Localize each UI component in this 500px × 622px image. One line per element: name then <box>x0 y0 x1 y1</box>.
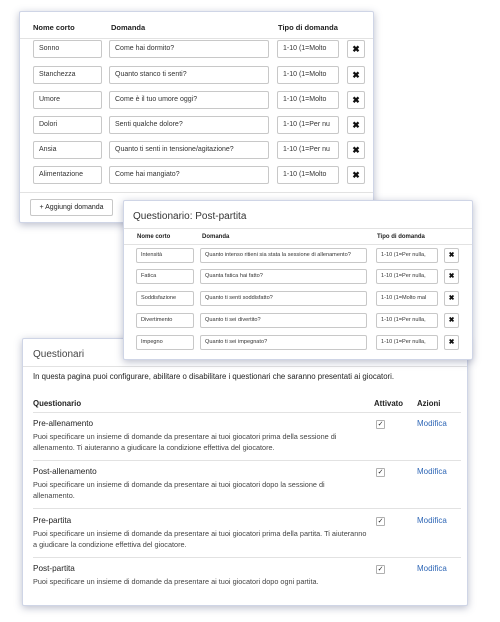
question-row <box>20 116 374 136</box>
divider <box>33 508 461 509</box>
question-input[interactable]: Quanto ti sei impegnato? <box>200 335 367 350</box>
question-type-select[interactable]: 1-10 (1=Per nulla, <box>376 313 438 328</box>
question-type-select[interactable]: 1-10 (1=Per nu <box>277 141 339 159</box>
short-name-input[interactable]: Umore <box>33 91 102 109</box>
short-name-input[interactable]: Intensità <box>136 248 194 263</box>
column-header-question: Domanda <box>111 23 146 32</box>
question-type-select[interactable]: 1-10 (1=Per nulla, <box>376 248 438 263</box>
questionnaires-description: In questa pagina puoi configurare, abilitare o disabilitare i questionari che saranno presentati ai giocatori. <box>33 372 395 381</box>
questionnaire-description: Puoi specificare un insieme di domande da presentare ai tuoi giocatori prima della partita. Ti aiuteranno a giudicare la condizione effettiva del giocatore. <box>33 529 367 549</box>
delete-button[interactable]: ✖ <box>347 40 365 58</box>
question-row <box>124 291 473 308</box>
delete-button[interactable]: ✖ <box>444 269 459 284</box>
question-input[interactable]: Senti qualche dolore? <box>109 116 269 134</box>
question-input[interactable]: Quanto ti sei divertito? <box>200 313 367 328</box>
divider <box>20 38 373 39</box>
column-header-short-name: Nome corto <box>33 23 75 32</box>
short-name-input[interactable]: Ansia <box>33 141 102 159</box>
question-input[interactable]: Quanta fatica hai fatto? <box>200 269 367 284</box>
column-header-questionnaire: Questionario <box>33 399 82 408</box>
divider <box>33 557 461 558</box>
short-name-input[interactable]: Impegno <box>136 335 194 350</box>
question-type-select[interactable]: 1-10 (1=Molto <box>277 91 339 109</box>
column-header-enabled: Attivato <box>374 399 404 408</box>
column-header-short-name: Nome corto <box>137 234 171 240</box>
question-type-select[interactable]: 1-10 (1=Molto <box>277 40 339 58</box>
divider <box>33 412 461 413</box>
delete-button[interactable]: ✖ <box>347 141 365 159</box>
delete-button[interactable]: ✖ <box>347 116 365 134</box>
short-name-input[interactable]: Alimentazione <box>33 166 102 184</box>
questionnaire-name: Post-allenamento <box>33 467 97 476</box>
question-type-select[interactable]: 1-10 (1=Per nulla, <box>376 335 438 350</box>
enabled-checkbox[interactable]: ✓ <box>377 421 384 428</box>
delete-button[interactable]: ✖ <box>347 91 365 109</box>
question-input[interactable]: Come hai mangiato? <box>109 166 269 184</box>
question-editor-panel <box>19 11 374 223</box>
question-input[interactable]: Quanto intenso ritieni sia stata la sessione di allenamento? <box>200 248 367 263</box>
short-name-input[interactable]: Soddisfazione <box>136 291 194 306</box>
question-input[interactable]: Quanto ti senti in tensione/agitazione? <box>109 141 269 159</box>
question-row <box>124 269 473 286</box>
questionnaire-name: Post-partita <box>33 564 75 573</box>
enabled-checkbox[interactable]: ✓ <box>377 566 384 573</box>
edit-link[interactable]: Modifica <box>417 564 447 573</box>
column-header-type: Tipo di domanda <box>377 234 425 240</box>
postgame-editor-panel <box>123 200 473 360</box>
add-question-button[interactable]: + Aggiungi domanda <box>30 199 113 216</box>
short-name-input[interactable]: Fatica <box>136 269 194 284</box>
question-type-select[interactable]: 1-10 (1=Molto <box>277 166 339 184</box>
questionnaire-name: Pre-allenamento <box>33 419 94 428</box>
question-row <box>20 66 374 86</box>
delete-button[interactable]: ✖ <box>347 66 365 84</box>
delete-button[interactable]: ✖ <box>444 248 459 263</box>
question-row <box>124 313 473 330</box>
question-type-select[interactable]: 1-10 (1=Molto mal <box>376 291 438 306</box>
short-name-input[interactable]: Divertimento <box>136 313 194 328</box>
question-row <box>20 91 374 111</box>
questionnaires-panel <box>22 338 468 606</box>
divider <box>33 460 461 461</box>
edit-link[interactable]: Modifica <box>417 419 447 428</box>
questionnaire-description: Puoi specificare un insieme di domande da presentare ai tuoi giocatori dopo ogni partita. <box>33 577 319 586</box>
column-header-type: Tipo di domanda <box>278 23 338 32</box>
enabled-checkbox[interactable]: ✓ <box>377 518 384 525</box>
question-row <box>20 40 374 60</box>
question-input[interactable]: Come hai dormito? <box>109 40 269 58</box>
postgame-title: Questionario: Post-partita <box>133 211 247 222</box>
questionnaires-title: Questionari <box>33 349 85 360</box>
delete-button[interactable]: ✖ <box>347 166 365 184</box>
edit-link[interactable]: Modifica <box>417 516 447 525</box>
divider <box>124 244 472 245</box>
question-type-select[interactable]: 1-10 (1=Molto <box>277 66 339 84</box>
questionnaire-description: Puoi specificare un insieme di domande da presentare ai tuoi giocatori dopo la sessione di allenamento. <box>33 480 325 500</box>
question-input[interactable]: Quanto stanco ti senti? <box>109 66 269 84</box>
divider <box>124 228 472 229</box>
divider <box>23 366 467 367</box>
questionnaire-description: Puoi specificare un insieme di domande da presentare ai tuoi giocatori prima della sessione di allenamento. Ti aiuteranno a giudicare la condizione effettiva del giocatore. <box>33 432 337 452</box>
question-type-select[interactable]: 1-10 (1=Per nulla, <box>376 269 438 284</box>
question-type-select[interactable]: 1-10 (1=Per nu <box>277 116 339 134</box>
delete-button[interactable]: ✖ <box>444 313 459 328</box>
short-name-input[interactable]: Dolori <box>33 116 102 134</box>
question-row <box>20 166 374 186</box>
question-row <box>20 141 374 161</box>
questionnaire-name: Pre-partita <box>33 516 72 525</box>
enabled-checkbox[interactable]: ✓ <box>377 469 384 476</box>
question-row <box>124 335 473 352</box>
edit-link[interactable]: Modifica <box>417 467 447 476</box>
delete-button[interactable]: ✖ <box>444 335 459 350</box>
short-name-input[interactable]: Stanchezza <box>33 66 102 84</box>
column-header-actions: Azioni <box>417 399 441 408</box>
column-header-question: Domanda <box>202 234 230 240</box>
question-input[interactable]: Quanto ti senti soddisfatto? <box>200 291 367 306</box>
short-name-input[interactable]: Sonno <box>33 40 102 58</box>
divider <box>20 192 373 193</box>
delete-button[interactable]: ✖ <box>444 291 459 306</box>
question-input[interactable]: Come è il tuo umore oggi? <box>109 91 269 109</box>
question-row <box>124 248 473 265</box>
